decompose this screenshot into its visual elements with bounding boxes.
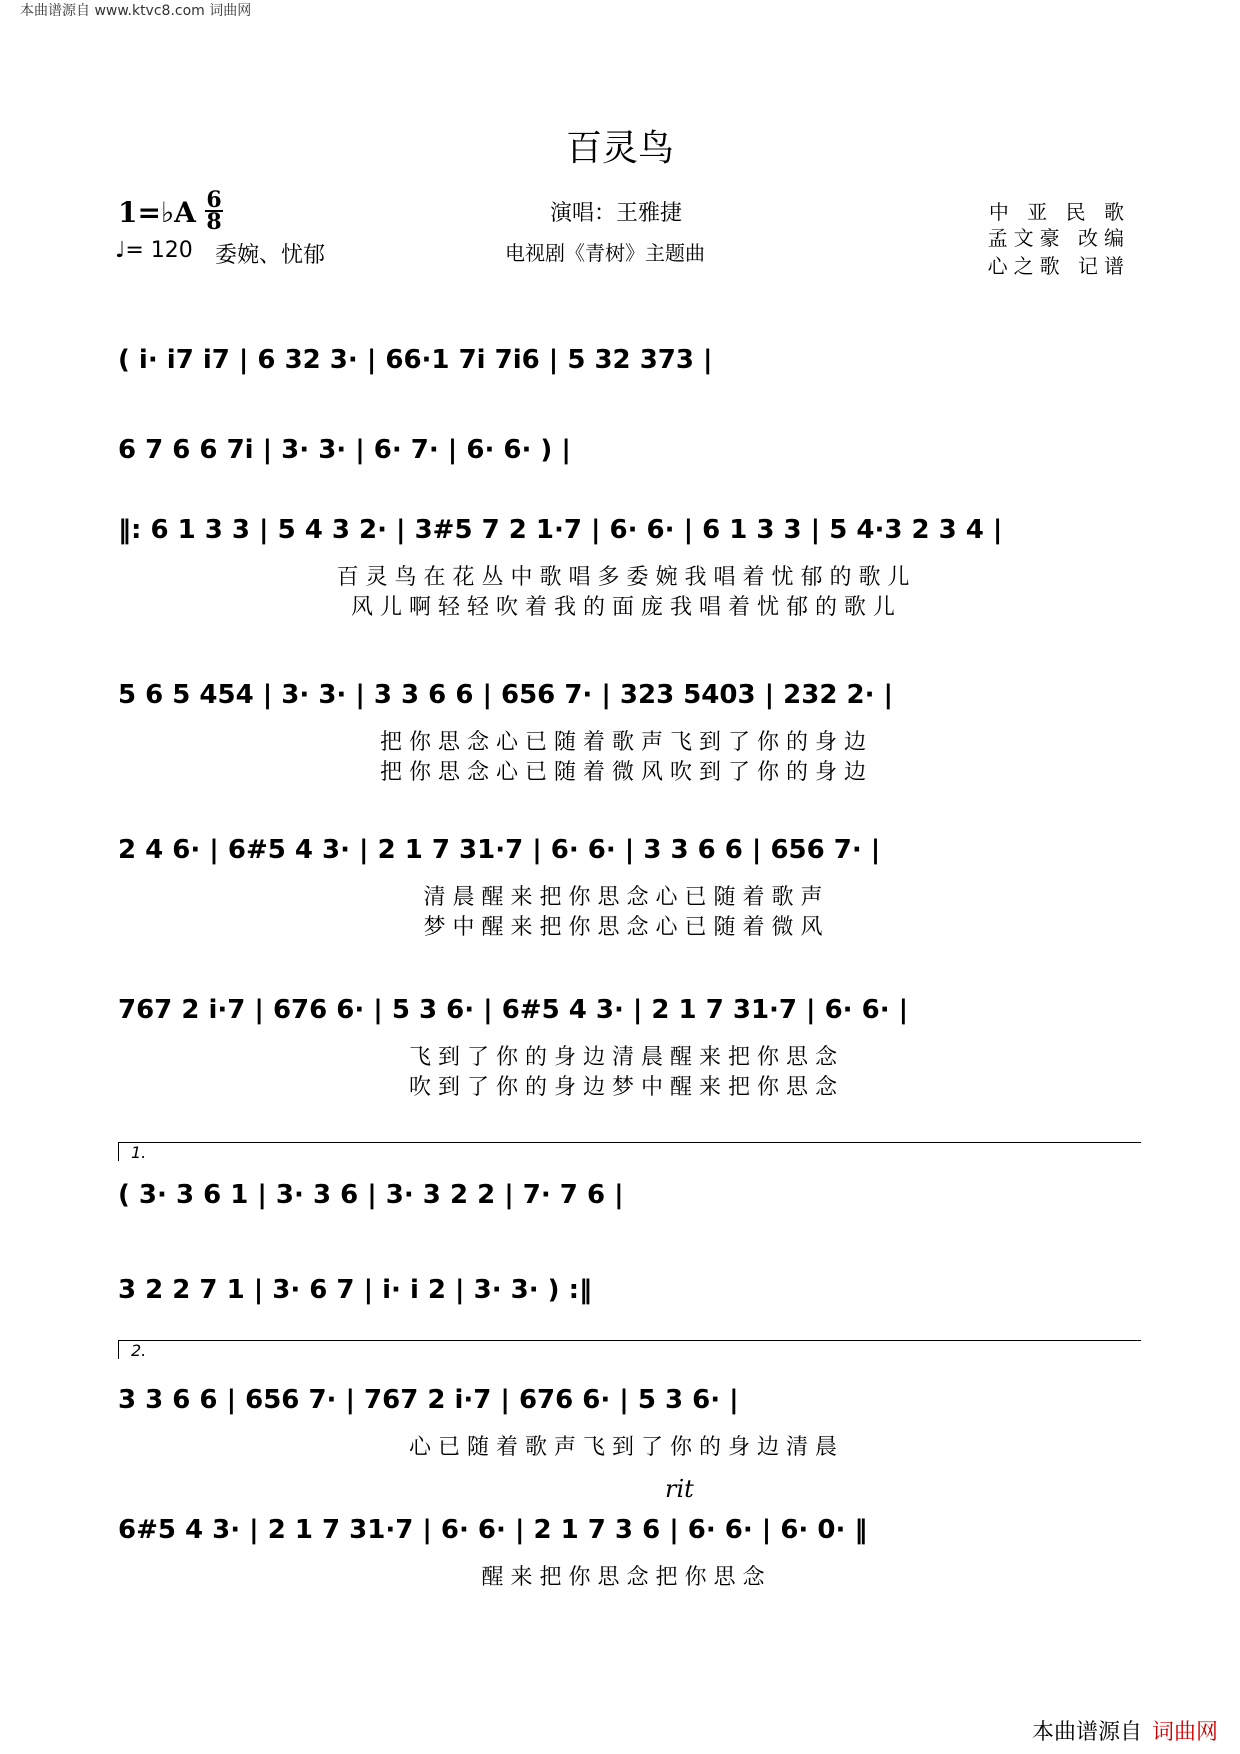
staff-row-9	[118, 1380, 1128, 1470]
notation-line: ( i· i7 i7 | 6 32 3· | 66·1 7i 7i6 | 5 32 373 |	[118, 345, 713, 375]
notation-line: 2 4 6· | 6#5 4 3· | 2 1 7 31·7 | 6· 6· | 3 3 6 6 | 656 7· |	[118, 835, 881, 865]
key-signature: 1=♭A	[118, 196, 196, 229]
notation-line: 6 7 6 6 7i | 3· 3· | 6· 7· | 6· 6· ) |	[118, 435, 571, 465]
notation-line: 767 2 i·7 | 676 6· | 5 3 6· | 6#5 4 3· | 2 1 7 31·7 | 6· 6· |	[118, 995, 909, 1025]
lyrics-verse-2: 吹 到 了 你 的 身 边 梦 中 醒 来 把 你 思 念	[409, 1075, 837, 1100]
lyrics-verse-2: 梦 中 醒 来 把 你 思 念 心 已 随 着 微 风	[423, 915, 823, 940]
volta-2: 2.	[118, 1340, 1141, 1359]
notation-line: 3 3 6 6 | 656 7· | 767 2 i·7 | 676 6· | 5 3 6· |	[118, 1385, 739, 1415]
expression-marking: 委婉、忧郁	[215, 243, 326, 268]
lyrics-verse-1: 把 你 思 念 心 已 随 着 歌 声 飞 到 了 你 的 身 边	[380, 730, 866, 755]
staff-row-3	[118, 510, 1128, 620]
watermark-bottom: 本曲谱源自 词曲网	[1031, 1720, 1218, 1745]
staff-row-6	[118, 990, 1128, 1100]
lyrics-verse-2: 把 你 思 念 心 已 随 着 微 风 吹 到 了 你 的 身 边	[380, 760, 866, 785]
staff-row-2	[118, 430, 1128, 490]
watermark-top: 本曲谱源自 www.ktvc8.com 词曲网	[20, 3, 252, 19]
notation-line: ‖: 6 1 3 3 | 5 4 3 2· | 3#5 7 2 1·7 | 6· 6· | 6 1 3 3 | 5 4·3 2 3 4 |	[118, 515, 1003, 545]
lyrics-verse-1: 百 灵 鸟 在 花 丛 中 歌 唱 多 委 婉 我 唱 着 忧 郁 的 歌 儿	[336, 565, 910, 590]
tempo-marking: ♩= 120	[115, 238, 193, 263]
staff-row-1	[118, 340, 1128, 400]
credit-transcriber: 心之歌 记谱	[987, 254, 1130, 278]
credit-origin: 中 亚 民 歌	[988, 200, 1130, 224]
staff-row-5	[118, 830, 1128, 940]
lyrics-verse-2: 风 儿 啊 轻 轻 吹 着 我 的 面 庞 我 唱 着 忧 郁 的 歌 儿	[351, 595, 895, 620]
lyrics-verse-1: 醒 来 把 你 思 念 把 你 思 念	[481, 1565, 765, 1590]
volta-1: 1.	[118, 1142, 1141, 1161]
staff-row-7	[118, 1175, 1128, 1235]
lyrics-verse-1: 清 晨 醒 来 把 你 思 念 心 已 随 着 歌 声	[423, 885, 823, 910]
time-signature: 6 8	[206, 187, 222, 235]
lyrics-verse-1: 心 已 随 着 歌 声 飞 到 了 你 的 身 边 清 晨	[409, 1435, 837, 1460]
song-title: 百灵鸟	[565, 128, 674, 169]
lyrics-verse-1: 飞 到 了 你 的 身 边 清 晨 醒 来 把 你 思 念	[409, 1045, 837, 1070]
staff-row-10	[118, 1510, 1128, 1600]
notation-line: ( 3· 3 6 1 | 3· 3 6 | 3· 3 2 2 | 7· 7 6 |	[118, 1180, 624, 1210]
subtitle: 电视剧《青树》主题曲	[505, 241, 705, 265]
notation-line: 5 6 5 454 | 3· 3· | 3 3 6 6 | 656 7· | 323 5403 | 232 2· |	[118, 680, 894, 710]
notation-line: 6#5 4 3· | 2 1 7 31·7 | 6· 6· | 2 1 7 3 6 | 6· 6· | 6· 0· ‖	[118, 1515, 868, 1545]
singer: 演唱：王雅捷	[550, 201, 683, 226]
credit-arranger: 孟文豪 改编	[987, 226, 1130, 250]
notation-line: 3 2 2 7 1 | 3· 6 7 | i· i 2 | 3· 3· ) :‖	[118, 1275, 592, 1305]
ritardando-mark: rit	[665, 1475, 694, 1503]
staff-row-4	[118, 675, 1128, 785]
staff-row-8	[118, 1270, 1128, 1330]
